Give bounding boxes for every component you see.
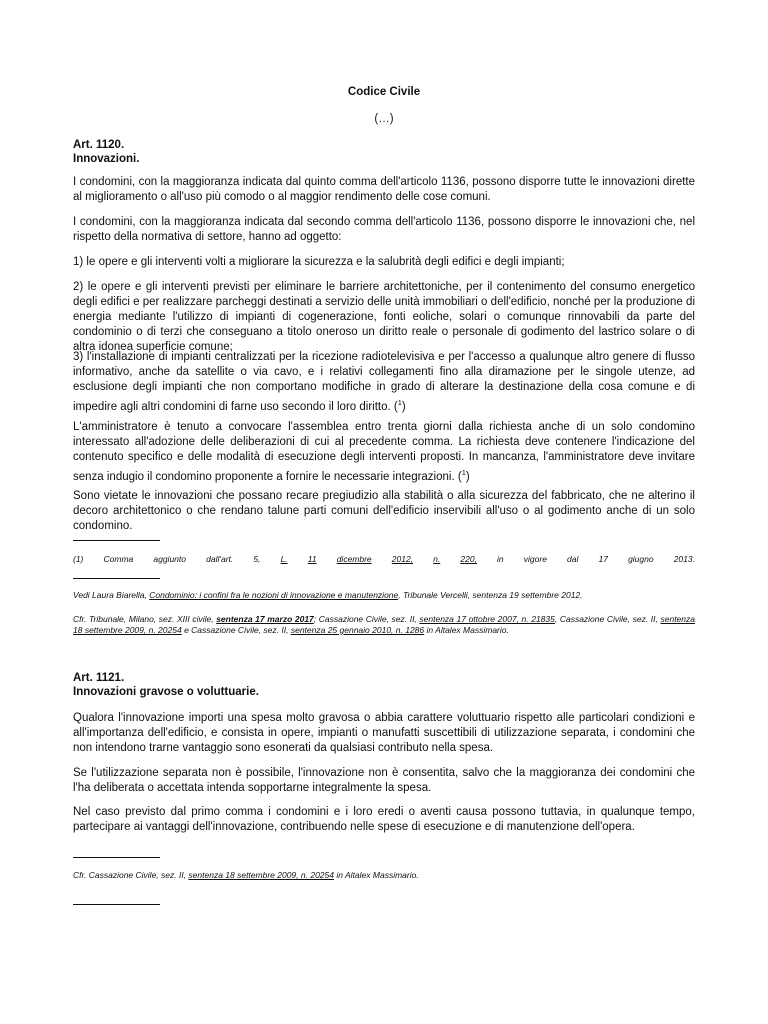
fn-word: 17 bbox=[598, 554, 608, 564]
paragraph: Qualora l'innovazione importi una spesa molto gravosa o abbia carattere voluttuario rispetto alle particolari condizioni e all'importanza dell'edificio, e consista in opere, impianti o manufatti suscettibili di utilizzazione separata, i condomini che non intendono trarne vantaggio sono esonerati da qualsiasi contributo nella spesa. bbox=[73, 712, 695, 754]
ref-text: Cfr. Tribunale, Milano, sez. XIII civile, bbox=[73, 614, 217, 624]
fn-word: giugno bbox=[628, 554, 654, 564]
sentence-link[interactable]: sentenza 25 gennaio 2010, n. 1286 bbox=[290, 625, 425, 635]
article-title: Innovazioni. bbox=[73, 153, 140, 165]
law-link[interactable]: 11 bbox=[307, 554, 317, 564]
paragraph: 2) le opere e gli interventi previsti per eliminare le barriere architettoniche, per il contenimento del consumo energetico degli edifici e per realizzare parcheggi destinati a servizio delle unità immobiliari o dell'edificio, nonché per la produzione di energia mediante l'utilizzo di impianti di cogenerazione, fonti eoliche, solari o comunque rinnovabili da parte del condominio o di terzi che conseguano a titolo oneroso un diritto reale o personale di godimento del lastrico solare o di altra idonea superficie comune; bbox=[73, 281, 695, 353]
fn-word: 5, bbox=[253, 554, 261, 564]
fn-word: dall'art. bbox=[206, 554, 234, 564]
fn-word: Comma bbox=[103, 554, 134, 564]
law-link[interactable]: 220, bbox=[460, 554, 477, 564]
sentence-link[interactable]: sentenza 17 marzo 2017 bbox=[216, 614, 314, 624]
paragraph-text: ) bbox=[401, 400, 406, 413]
ref-text: in Altalex Massimario. bbox=[333, 870, 419, 880]
document-title: Codice Civile bbox=[347, 86, 421, 98]
sentence-link[interactable]: sentenza 17 ottobre 2007, n. 21835 bbox=[419, 614, 555, 624]
footnote-ref[interactable]: 1 bbox=[461, 468, 466, 477]
fn-word: in bbox=[497, 554, 504, 564]
sentence-link[interactable]: sentenza 18 settembre 2009, n. 20254 bbox=[188, 870, 334, 880]
reference-note bbox=[73, 870, 695, 881]
law-link[interactable]: n. bbox=[433, 554, 441, 564]
law-link[interactable]: L. bbox=[280, 554, 288, 564]
article-1121-heading bbox=[73, 671, 695, 699]
omission-marker: (…) bbox=[374, 113, 394, 125]
paragraph: I condomini, con la maggioranza indicata dal quinto comma dell'articolo 1136, possono disporre tutte le innovazioni dirette al miglioramento o all'uso più comodo o al maggior rendimento delle cose comuni. bbox=[73, 176, 695, 203]
law-link[interactable]: dicembre bbox=[336, 554, 372, 564]
article-link[interactable]: Condominio: i confini fra le nozioni di innovazione e manutenzione bbox=[149, 590, 399, 600]
fn-word: (1) bbox=[73, 554, 84, 564]
article-number: Art. 1121. bbox=[73, 672, 125, 684]
paragraph-text: 3) l'installazione di impianti centralizzati per la ricezione radiotelevisiva e per l'accesso a qualunque altro genere di flusso informativo, anche da satellite o via cavo, e i relativi collegamenti fino alla diramazione per le singole utenze, ad esclusione degli impianti che non comportano modifiche in grado di alterare la destinazione della cosa comune e di impedire agli altri condomini di farne uso secondo il loro diritto. ( bbox=[73, 351, 695, 413]
article-1120-heading bbox=[73, 138, 695, 166]
ref-text: Cfr. Cassazione Civile, sez. II, bbox=[73, 870, 189, 880]
ref-text: e Cassazione Civile, sez. II, bbox=[181, 625, 291, 635]
paragraph bbox=[73, 350, 695, 415]
footnote-rule bbox=[73, 904, 160, 905]
fn-word: dal bbox=[567, 554, 579, 564]
footnote-rule bbox=[73, 578, 160, 579]
ref-text: Vedi Laura Biarella, bbox=[73, 590, 150, 600]
fn-word: vigore bbox=[523, 554, 547, 564]
paragraph: I condomini, con la maggioranza indicata dal secondo comma dell'articolo 1136, possono disporre le innovazioni che, nel rispetto della normativa di settore, hanno ad oggetto: bbox=[73, 216, 695, 243]
article-number: Art. 1120. bbox=[73, 139, 125, 151]
ref-text: ; Cassazione Civile, sez. II, bbox=[313, 614, 420, 624]
footnote-rule bbox=[73, 857, 160, 858]
paragraph: 1) le opere e gli interventi volti a migliorare la sicurezza e la salubrità degli edifici e degli impianti; bbox=[73, 256, 565, 268]
paragraph-text: L'amministratore è tenuto a convocare l'assemblea entro trenta giorni dalla richiesta anche di un solo condomino interessato all'adozione delle deliberazioni di cui al precedente comma. La richiesta deve contenere l'indicazione del contenuto specifico e delle modalità di esecuzione degli interventi proposti. In mancanza, l'amministratore deve invitare senza indugio il condomino proponente a fornire le necessarie integrazioni. ( bbox=[73, 421, 695, 483]
article-title: Innovazioni gravose o voluttuarie. bbox=[73, 686, 259, 698]
reference-note bbox=[73, 590, 695, 601]
footnote-ref[interactable]: 1 bbox=[397, 398, 402, 407]
paragraph: Se l'utilizzazione separata non è possibile, l'innovazione non è consentita, salvo che la maggioranza dei condomini che l'ha deliberata o accettata intenda sopportarne integralmente la spesa. bbox=[73, 767, 695, 794]
sentence-link[interactable]: sentenza 18 settembre 2009, n. 20254 bbox=[73, 614, 695, 635]
fn-word: aggiunto bbox=[153, 554, 186, 564]
paragraph: Nel caso previsto dal primo comma i condomini e i loro eredi o aventi causa possono tuttavia, in qualunque tempo, partecipare ai vantaggi dell'innovazione, contribuendo nelle spese di esecuzione e di manutenzione dell'opera. bbox=[73, 806, 695, 833]
paragraph: Sono vietate le innovazioni che possano recare pregiudizio alla stabilità o alla sicurezza del fabbricato, che ne alterino il decoro architettonico o che rendano talune parti comuni dell'edificio inservibili all'uso o al godimento anche di un solo condomino. bbox=[73, 490, 695, 532]
reference-note bbox=[73, 614, 695, 636]
footnote-rule bbox=[73, 540, 160, 541]
ref-text: , Cassazione Civile, sez. II, bbox=[554, 614, 661, 624]
paragraph-text: ) bbox=[465, 470, 470, 483]
paragraph bbox=[73, 420, 695, 485]
footnote-1 bbox=[73, 554, 695, 565]
ref-text: , Tribunale Vercelli, sentenza 19 settembre 2012. bbox=[398, 590, 583, 600]
ref-text: in Altalex Massimario. bbox=[424, 625, 509, 635]
law-link[interactable]: 2012, bbox=[391, 554, 414, 564]
fn-word: 2013. bbox=[673, 554, 695, 564]
